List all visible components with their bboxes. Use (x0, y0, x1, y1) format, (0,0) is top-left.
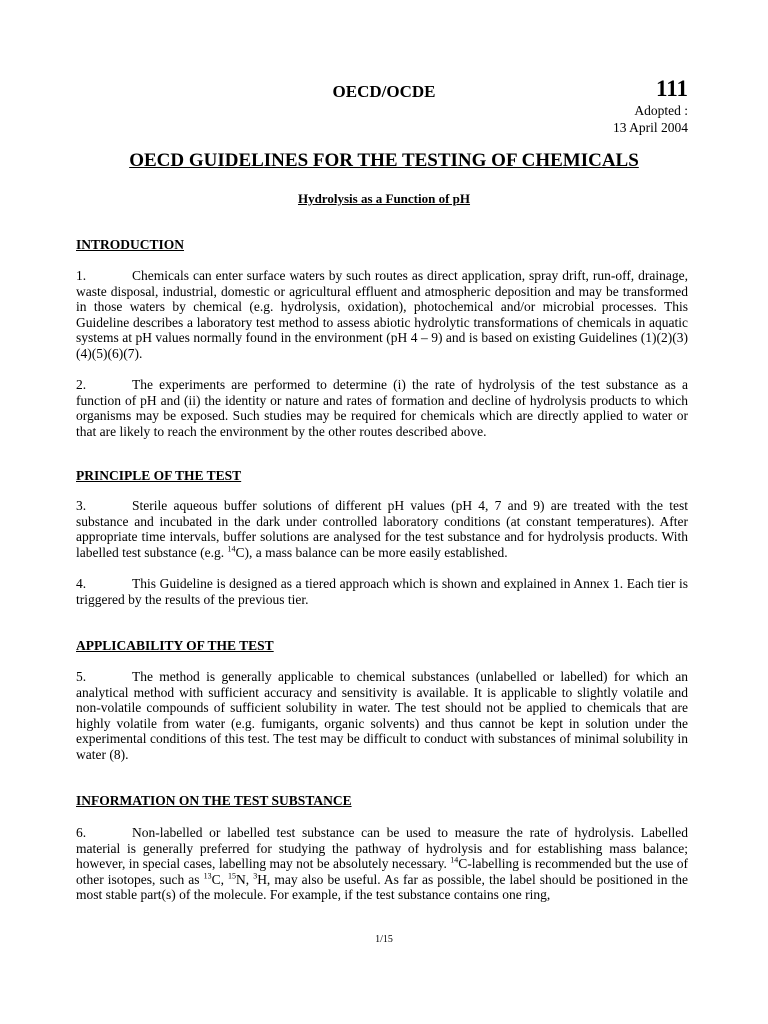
paragraph-number: 4. (76, 576, 87, 591)
adopted-date: 13 April 2004 (612, 120, 688, 135)
paragraph-5 (76, 669, 688, 763)
paragraph-6 (76, 825, 688, 903)
paragraph-text: Non-labelled or labelled test substance can be used to measure the rate of hydrolysis. Labelled material is generally preferred for studying the pathway of hydrolysis and for establishing mass balance; however, in special cases, labelling may not be absolutely necessary. (76, 825, 688, 872)
guideline-number: 111 (656, 76, 688, 101)
paragraph-4 (76, 576, 688, 607)
paragraph-1 (76, 268, 688, 362)
isotope-superscript: 13 (203, 871, 212, 881)
paragraph-2 (76, 377, 688, 439)
paragraph-text: The method is generally applicable to chemical substances (unlabelled or labelled) for which an analytical method with sufficient accuracy and sensitivity is available. It is applicable to slightly volatile and non-volatile compounds of sufficient solubility in water. The test should not be applied to chemicals that are highly volatile from water (e.g. fumigants, organic solvents) and thus cannot be kept in solution under the experimental conditions of this test. The test may be difficult to conduct with substances of minimal solubility in water (8). (76, 669, 688, 762)
paragraph-number: 3. (76, 498, 87, 513)
paragraph-text: Chemicals can enter surface waters by such routes as direct application, spray drift, run-off, drainage, waste disposal, industrial, domestic or agricultural effluent and atmospheric deposition and may be transformed in those waters by chemical (e.g. hydrolysis, oxidation), photochemical and/or microbial processes. This Guideline describes a laboratory test method to assess abiotic hydrolytic transformations of chemicals in aquatic systems at pH values normally found in the environment (pH 4 – 9) and is based on existing Guidelines (1)(2)(3)(4)(5)(6)(7). (76, 268, 688, 361)
page-number: 1/15 (375, 934, 393, 945)
paragraph-number: 2. (76, 377, 87, 392)
document-org: OECD/OCDE (332, 82, 436, 101)
isotope-superscript: 14 (450, 855, 459, 865)
section-heading-information: INFORMATION ON THE TEST SUBSTANCE (76, 793, 352, 808)
paragraph-text: C-labelling is recommended but the use of other isotopes, such as (76, 856, 688, 887)
paragraph-text: This Guideline is designed as a tiered approach which is shown and explained in Annex 1. Each tier is triggered by the results of the previous tier. (76, 576, 688, 607)
paragraph-number: 5. (76, 669, 87, 684)
paragraph-text: The experiments are performed to determine (i) the rate of hydrolysis of the test substance as a function of pH and (ii) the identity or nature and rates of formation and decline of hydrolysis products to which organisms may be exposed. Such studies may be required for chemicals which are directly applied to water or that are likely to reach the environment by the other routes described above. (76, 377, 688, 439)
paragraph-text: H, may also be useful. As far as possible, the label should be positioned in the most stable part(s) of the molecule. For example, if the test substance contains one ring, (76, 871, 688, 903)
paragraph-3 (76, 498, 688, 560)
adopted-label: Adopted : (634, 103, 688, 118)
isotope-superscript: 14 (227, 544, 236, 554)
section-heading-applicability: APPLICABILITY OF THE TEST (76, 638, 274, 653)
document-title: OECD GUIDELINES FOR THE TESTING OF CHEMICALS (129, 150, 639, 171)
isotope-superscript: 15 (228, 871, 236, 881)
paragraph-text: N, (236, 871, 254, 887)
paragraph-number: 1. (76, 268, 87, 283)
section-heading-principle: PRINCIPLE OF THE TEST (76, 468, 242, 483)
paragraph-number: 6. (76, 825, 87, 840)
paragraph-text: C, (211, 871, 228, 887)
adoption-info (613, 102, 688, 136)
isotope-superscript: 3 (253, 871, 258, 881)
paragraph-text: C), a mass balance can be more easily established. (235, 544, 508, 560)
document-subtitle: Hydrolysis as a Function of pH (297, 191, 471, 206)
section-heading-introduction: INTRODUCTION (76, 237, 185, 252)
paragraph-text: Sterile aqueous buffer solutions of different pH values (pH 4, 7 and 9) are treated with the test substance and incubated in the dark under controlled laboratory conditions (at constant temperatures). After appropriate time intervals, buffer solutions are analysed for the test substance and for hydrolysis products. With labelled test substance (e.g. (76, 498, 688, 560)
